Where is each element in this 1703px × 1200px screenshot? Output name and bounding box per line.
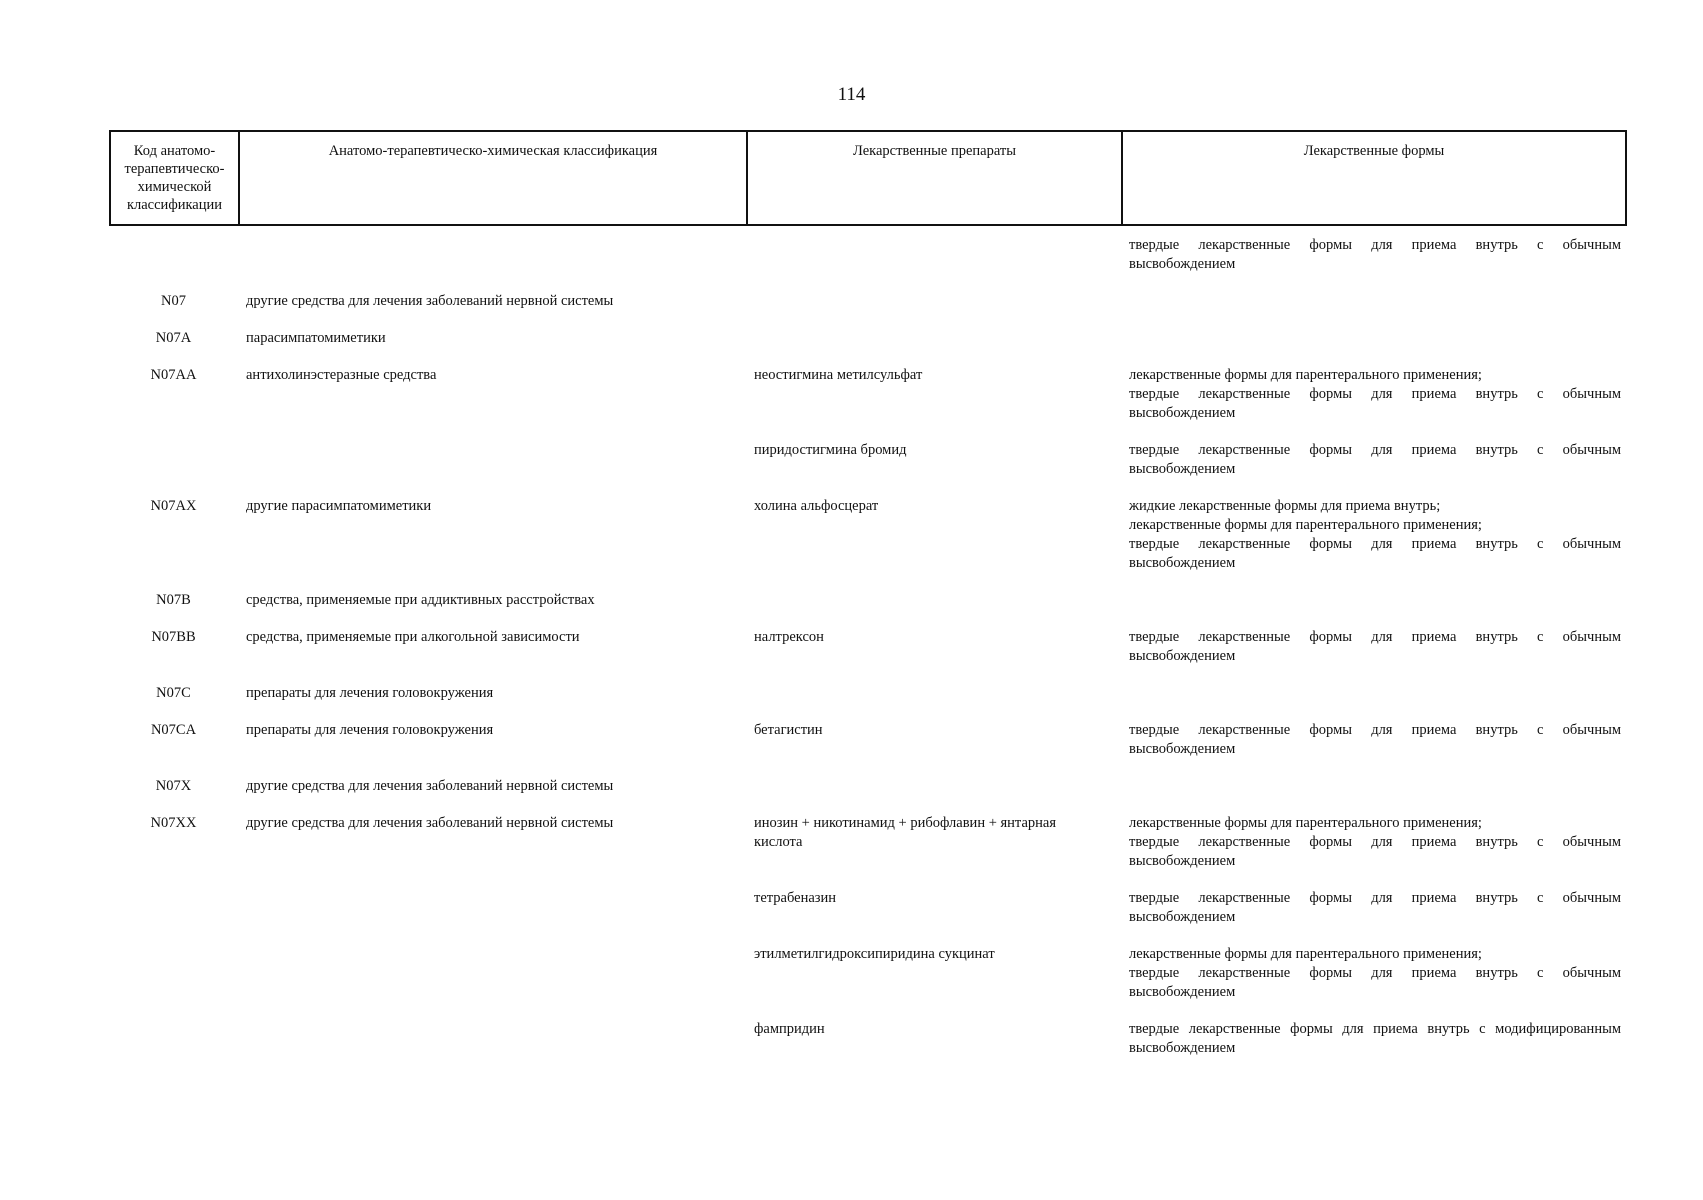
dosage-forms-cell (1121, 236, 1627, 274)
dosage-form-line: твердые лекарственные формы для приема внутрь с обычным высвобождением (1129, 965, 1621, 1000)
atc-code-cell: N07X (155, 778, 192, 794)
atc-name-cell: препараты для лечения головокружения (246, 685, 494, 701)
table-row (109, 236, 1627, 292)
dosage-forms-cell (1121, 292, 1627, 311)
dosage-forms-cell (1121, 497, 1627, 573)
dosage-forms-cell (1121, 777, 1627, 796)
dosage-form-line: твердые лекарственные формы для приема внутрь с обычным высвобождением (1129, 629, 1621, 664)
dosage-forms-cell (1121, 366, 1627, 423)
atc-code-cell: N07BB (151, 629, 196, 645)
atc-code-cell: N07B (156, 592, 191, 608)
drug-name-cell: фампридин (754, 1021, 825, 1037)
table-row (109, 441, 1627, 497)
table-row (109, 628, 1627, 684)
table-row (109, 684, 1627, 721)
header-atc-code: Код анатомо-терапевтическо-химической классификации (111, 132, 240, 224)
dosage-forms-cell (1121, 889, 1627, 927)
drug-name-cell (746, 684, 1121, 703)
atc-code-cell: N07XX (150, 815, 197, 831)
atc-code-cell: N07A (155, 330, 192, 346)
atc-code-cell: N07CA (150, 722, 197, 738)
atc-name-cell: препараты для лечения головокружения (246, 722, 494, 738)
atc-name-cell (238, 889, 746, 927)
drug-name-cell (746, 591, 1121, 610)
atc-code-cell: N07C (156, 685, 191, 701)
table-row (109, 945, 1627, 1020)
atc-code-cell: N07AX (150, 498, 197, 514)
table-row (109, 329, 1627, 366)
drug-name-cell: этилметилгидроксипиридина сукцинат (754, 946, 995, 962)
dosage-form-line: твердые лекарственные формы для приема внутрь с обычным высвобождением (1129, 237, 1621, 272)
drug-name-cell: бетагистин (754, 722, 823, 738)
table-row (109, 591, 1627, 628)
drug-name-cell: тетрабеназин (754, 890, 837, 906)
table-row (109, 721, 1627, 777)
drug-name-cell (746, 236, 1121, 274)
dosage-form-line: твердые лекарственные формы для приема внутрь с обычным высвобождением (1129, 442, 1621, 477)
table-row (109, 889, 1627, 945)
header-drugs: Лекарственные препараты (748, 132, 1123, 224)
atc-name-cell: другие средства для лечения заболеваний нервной системы (246, 293, 614, 309)
drug-name-cell: холина альфосцерат (754, 498, 879, 514)
atc-name-cell: парасимпатомиметики (246, 330, 386, 346)
atc-name-cell: другие средства для лечения заболеваний нервной системы (246, 815, 614, 831)
table-row (109, 497, 1627, 591)
dosage-form-line: твердые лекарственные формы для приема внутрь с модифицированным высвобождением (1129, 1021, 1621, 1056)
table-header (109, 130, 1627, 226)
page-number: 114 (837, 84, 866, 105)
dosage-form-line: лекарственные формы для парентерального применения; (1129, 815, 1482, 831)
table-row (109, 814, 1627, 889)
drug-name-cell: инозин + никотинамид + рибофлавин + янтарная кислота (754, 815, 1056, 850)
dosage-form-line: твердые лекарственные формы для приема внутрь с обычным высвобождением (1129, 386, 1621, 421)
atc-name-cell (238, 945, 746, 1002)
dosage-forms-cell (1121, 329, 1627, 348)
dosage-form-line: твердые лекарственные формы для приема внутрь с обычным высвобождением (1129, 834, 1621, 869)
table-body (109, 236, 1627, 1076)
atc-name-cell (238, 236, 746, 274)
atc-code-cell (109, 889, 238, 927)
dosage-form-line: лекарственные формы для парентерального применения; (1129, 946, 1482, 962)
dosage-forms-cell (1121, 684, 1627, 703)
atc-name-cell: другие средства для лечения заболеваний нервной системы (246, 778, 614, 794)
atc-code-cell (109, 1020, 238, 1058)
drug-name-cell: налтрексон (754, 629, 824, 645)
dosage-forms-cell (1121, 1020, 1627, 1058)
atc-name-cell: средства, применяемые при аддиктивных расстройствах (246, 592, 595, 608)
atc-code-cell (109, 945, 238, 1002)
drug-name-cell: неостигмина метилсульфат (754, 367, 923, 383)
dosage-forms-cell (1121, 591, 1627, 610)
dosage-forms-cell (1121, 441, 1627, 479)
atc-code-cell: N07 (161, 293, 186, 309)
dosage-forms-cell (1121, 721, 1627, 759)
dosage-form-line: твердые лекарственные формы для приема внутрь с обычным высвобождением (1129, 722, 1621, 757)
drug-name-cell (746, 329, 1121, 348)
atc-name-cell: средства, применяемые при алкогольной зависимости (246, 629, 580, 645)
header-atc-classification: Анатомо-терапевтическо-химическая классификация (240, 132, 748, 224)
dosage-form-line: лекарственные формы для парентерального применения; (1129, 517, 1482, 533)
table-row (109, 366, 1627, 441)
drug-name-cell (746, 292, 1121, 311)
atc-name-cell: антихолинэстеразные средства (246, 367, 437, 383)
atc-name-cell: другие парасимпатомиметики (246, 498, 432, 514)
drug-name-cell (746, 777, 1121, 796)
dosage-forms-cell (1121, 814, 1627, 871)
table-row (109, 292, 1627, 329)
dosage-forms-cell (1121, 945, 1627, 1002)
header-dosage-forms: Лекарственные формы (1303, 143, 1445, 159)
drug-name-cell: пиридостигмина бромид (754, 442, 907, 458)
dosage-forms-cell (1121, 628, 1627, 666)
dosage-form-line: лекарственные формы для парентерального применения; (1129, 367, 1482, 383)
atc-name-cell (238, 441, 746, 479)
atc-code-cell (109, 236, 238, 274)
dosage-form-line: жидкие лекарственные формы для приема внутрь; (1129, 498, 1441, 514)
table-row (109, 1020, 1627, 1076)
atc-code-cell (109, 441, 238, 479)
dosage-form-line: твердые лекарственные формы для приема внутрь с обычным высвобождением (1129, 536, 1621, 571)
atc-code-cell: N07AA (150, 367, 197, 383)
atc-name-cell (238, 1020, 746, 1058)
dosage-form-line: твердые лекарственные формы для приема внутрь с обычным высвобождением (1129, 890, 1621, 925)
table-row (109, 777, 1627, 814)
